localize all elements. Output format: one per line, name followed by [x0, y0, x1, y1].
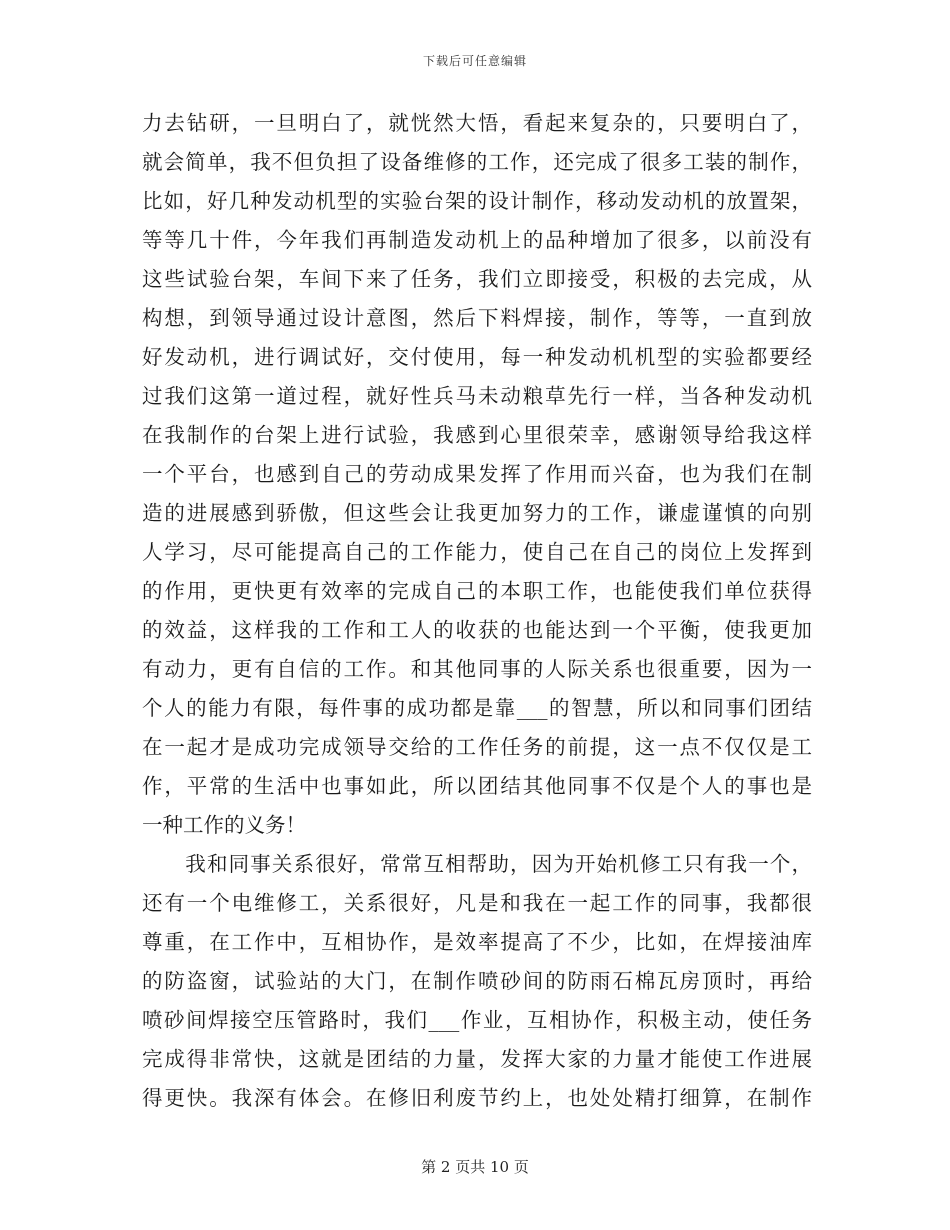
text-line: 一个平台，也感到自己的劳动成果发挥了作用而兴奋，也为我们在制 — [142, 462, 812, 486]
text-line: 比如，好几种发动机型的实验台架的设计制作，移动发动机的放置架， — [142, 189, 812, 213]
page-number: 第 2 页共 10 页 — [421, 1158, 529, 1176]
text-line: 作，平常的生活中也事如此，所以团结其他同事不仅是个人的事也是 — [142, 774, 812, 798]
text-line: 的效益，这样我的工作和工人的收获的也能达到一个平衡，使我更加 — [142, 618, 812, 642]
text-line: 力去钻研，一旦明白了，就恍然大悟，看起来复杂的，只要明白了， — [142, 111, 812, 135]
text-line: 这些试验台架，车间下来了任务，我们立即接受，积极的去完成，从 — [142, 267, 812, 291]
text-line: 过我们这第一道过程，就好性兵马未动粮草先行一样，当各种发动机 — [142, 384, 812, 408]
text-line: 有动力，更有自信的工作。和其他同事的人际关系也很重要，因为一 — [142, 657, 812, 681]
text-line: 个人的能力有限，每件事的成功都是靠___的智慧，所以和同事们团结 — [142, 696, 812, 720]
paragraph-end-line: 一种工作的义务！ — [142, 813, 306, 837]
paragraph-start-line: 我和同事关系很好，常常互相帮助，因为开始机修工只有我一个， — [142, 852, 812, 876]
text-line: 造的进展感到骄傲，但这些会让我更加努力的工作，谦虚谨慎的向别 — [142, 501, 812, 525]
text-line: 就会简单，我不但负担了设备维修的工作，还完成了很多工装的制作， — [142, 150, 812, 174]
document-body — [142, 104, 812, 1118]
text-line: 等等几十件，今年我们再制造发动机上的品种增加了很多，以前没有 — [142, 228, 812, 252]
text-line: 得更快。我深有体会。在修旧利废节约上，也处处精打细算，在制作 — [142, 1086, 812, 1110]
text-line: 在一起才是成功完成领导交给的工作任务的前提，这一点不仅仅是工 — [142, 735, 812, 759]
text-line: 在我制作的台架上进行试验，我感到心里很荣幸，感谢领导给我这样 — [142, 423, 812, 447]
text-line: 喷砂间焊接空压管路时，我们___作业，互相协作，积极主动，使任务 — [142, 1008, 812, 1032]
text-line: 人学习，尽可能提高自己的工作能力，使自己在自己的岗位上发挥到 — [142, 540, 812, 564]
text-line: 尊重，在工作中，互相协作，是效率提高了不少，比如，在焊接油库 — [142, 930, 812, 954]
text-line: 的作用，更快更有效率的完成自己的本职工作，也能使我们单位获得 — [142, 579, 812, 603]
text-line: 还有一个电维修工，关系很好，凡是和我在一起工作的同事，我都很 — [142, 891, 812, 915]
text-line: 的防盗窗，试验站的大门，在制作喷砂间的防雨石棉瓦房顶时，再给 — [142, 969, 812, 993]
text-line: 好发动机，进行调试好，交付使用，每一种发动机机型的实验都要经 — [142, 345, 812, 369]
text-line: 构想，到领导通过设计意图，然后下料焊接，制作，等等，一直到放 — [142, 306, 812, 330]
text-line: 完成得非常快，这就是团结的力量，发挥大家的力量才能使工作进展 — [142, 1047, 812, 1071]
page-header: 下载后可任意编辑 — [422, 54, 527, 68]
